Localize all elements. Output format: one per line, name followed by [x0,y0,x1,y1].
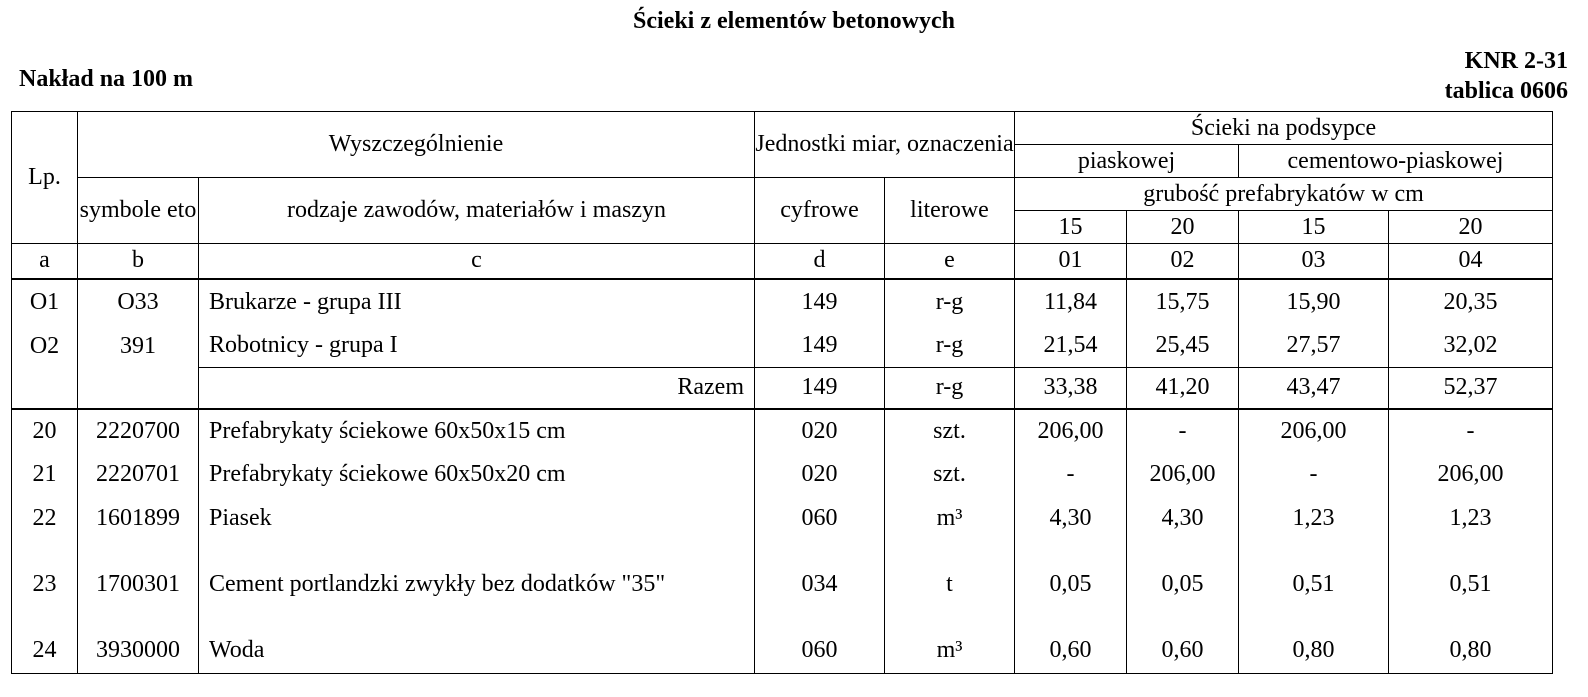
cell-name: Prefabrykaty ściekowe 60x50x20 cm [199,453,755,497]
thickness-15-a: 15 [1015,211,1127,244]
header-cementowo: cementowo-piaskowej [1239,145,1553,178]
col-letter: 03 [1239,244,1389,279]
cell-empty [78,368,199,409]
table-row-razem [12,368,1553,409]
header-lp: Lp. [12,112,78,244]
knr-reference [1445,46,1568,106]
cell-value: 0,60 [1127,629,1239,674]
cell-value: 206,00 [1127,453,1239,497]
cell-literowe: r-g [885,279,1015,325]
cell-lp: 22 [12,497,78,541]
knr-code: KNR 2-31 [1464,48,1568,74]
cell-value: 15,75 [1127,279,1239,325]
cell-value: 1,23 [1389,497,1553,541]
col-letter: d [755,244,885,279]
cell-literowe: m³ [885,497,1015,541]
thickness-20-b: 20 [1389,211,1553,244]
cell-value: 52,37 [1389,368,1553,409]
norms-table [11,111,1553,674]
cell-empty [12,368,78,409]
header-cyfrowe: cyfrowe [755,178,885,244]
cell-value: 4,30 [1127,497,1239,541]
cell-value: 206,00 [1239,409,1389,453]
col-letter: c [199,244,755,279]
cell-value: 33,38 [1015,368,1127,409]
cell-value: 0,05 [1127,541,1239,629]
cell-value: 0,80 [1239,629,1389,674]
col-letter: 02 [1127,244,1239,279]
cell-value: 41,20 [1127,368,1239,409]
cell-lp: O1 [12,279,78,325]
page-title: Ścieki z elementów betonowych [633,8,955,34]
table-row [12,497,1553,541]
header-scieki: Ścieki na podsypce [1015,112,1553,145]
cell-value: - [1239,453,1389,497]
cell-value: 0,51 [1239,541,1389,629]
table-row [12,541,1553,629]
cell-cyfrowe: 149 [755,368,885,409]
cell-cyfrowe: 020 [755,453,885,497]
cell-value: 1,23 [1239,497,1389,541]
cell-literowe: szt. [885,453,1015,497]
cell-value: 206,00 [1015,409,1127,453]
cell-literowe: r-g [885,325,1015,368]
header-literowe: literowe [885,178,1015,244]
cell-cyfrowe: 149 [755,325,885,368]
cell-name: Prefabrykaty ściekowe 60x50x15 cm [199,409,755,453]
table-row [12,279,1553,325]
cell-value: 0,05 [1015,541,1127,629]
cell-lp: O2 [12,325,78,368]
knr-table: tablica 0606 [1444,78,1568,104]
cell-symbol: 2220701 [78,453,199,497]
cell-value: 0,60 [1015,629,1127,674]
cell-value: - [1389,409,1553,453]
col-letter: e [885,244,1015,279]
cell-name: Woda [199,629,755,674]
header-symbole: symbole eto [78,178,199,244]
header-jednostki: Jednostki miar, oznaczenia [755,112,1015,178]
cell-name: Piasek [199,497,755,541]
header-wyszczegolnienie: Wyszczególnienie [78,112,755,178]
header-piaskowej: piaskowej [1015,145,1239,178]
cell-lp: 23 [12,541,78,629]
cell-value: 0,80 [1389,629,1553,674]
header-rodzaje: rodzaje zawodów, materiałów i maszyn [199,178,755,244]
cell-value: 15,90 [1239,279,1389,325]
cell-cyfrowe: 034 [755,541,885,629]
table-row [12,629,1553,674]
naklad-label: Nakład na 100 m [19,66,194,92]
cell-name: Robotnicy - grupa I [199,325,755,368]
cell-lp: 21 [12,453,78,497]
razem-label: Razem [199,368,755,409]
cell-cyfrowe: 149 [755,279,885,325]
cell-literowe: t [885,541,1015,629]
cell-cyfrowe: 060 [755,629,885,674]
table-row [12,409,1553,453]
cell-symbol: 391 [78,325,199,368]
col-letter: a [12,244,78,279]
cell-symbol: 1700301 [78,541,199,629]
cell-value: 25,45 [1127,325,1239,368]
cell-value: - [1015,453,1127,497]
cell-value: 11,84 [1015,279,1127,325]
cell-value: 20,35 [1389,279,1553,325]
cell-symbol: 2220700 [78,409,199,453]
cell-literowe: m³ [885,629,1015,674]
col-letter: 01 [1015,244,1127,279]
cell-symbol: 3930000 [78,629,199,674]
cell-value: 206,00 [1389,453,1553,497]
cell-name: Brukarze - grupa III [199,279,755,325]
cell-symbol: 1601899 [78,497,199,541]
cell-lp: 20 [12,409,78,453]
cell-symbol: O33 [78,279,199,325]
cell-value: 43,47 [1239,368,1389,409]
col-letter: b [78,244,199,279]
table-row [12,325,1553,368]
cell-cyfrowe: 020 [755,409,885,453]
cell-value: 21,54 [1015,325,1127,368]
cell-cyfrowe: 060 [755,497,885,541]
cell-literowe: r-g [885,368,1015,409]
cell-value: 27,57 [1239,325,1389,368]
cell-value: 4,30 [1015,497,1127,541]
header-grubosc: grubość prefabrykatów w cm [1015,178,1553,211]
cell-value: 32,02 [1389,325,1553,368]
cell-value: 0,51 [1389,541,1553,629]
cell-value: - [1127,409,1239,453]
col-letter: 04 [1389,244,1553,279]
cell-lp: 24 [12,629,78,674]
table-row [12,453,1553,497]
cell-name: Cement portlandzki zwykły bez dodatków "35" [199,541,755,629]
thickness-15-b: 15 [1239,211,1389,244]
cell-literowe: szt. [885,409,1015,453]
thickness-20-a: 20 [1127,211,1239,244]
